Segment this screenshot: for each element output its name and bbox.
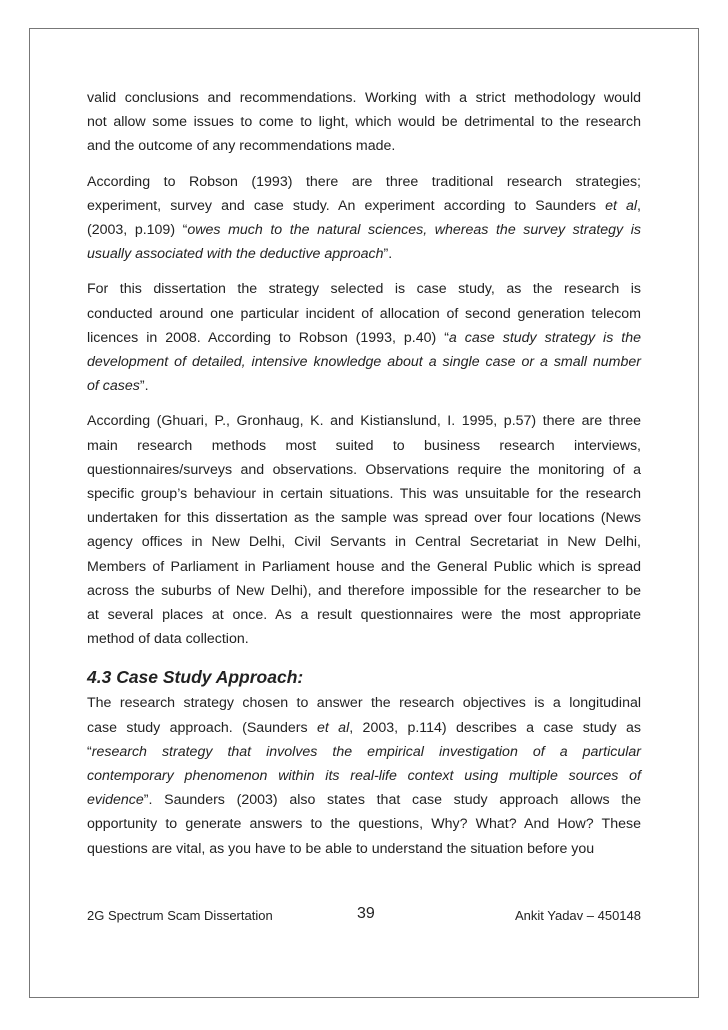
text-run: main research methods most suited to business research interviews, — [87, 437, 641, 454]
text-run: For this dissertation the strategy selected is case study, as the research is — [87, 281, 641, 298]
text-line — [87, 86, 641, 110]
text-line — [87, 530, 641, 554]
text-line — [87, 326, 641, 350]
text-run: specific group’s behaviour in certain situations. This was unsuitable for the research — [87, 486, 641, 503]
text-line — [87, 716, 641, 740]
italic-text: research strategy that involves the empirical investigation of a particular — [91, 743, 641, 760]
italic-text: et al — [316, 719, 350, 736]
text-run: , 2003, p.114) describes a case study as — [349, 719, 641, 736]
text-line — [87, 350, 641, 374]
italic-text: evidence — [87, 792, 144, 809]
text-run: case study approach. (Saunders — [87, 719, 317, 736]
text-run: , — [637, 197, 641, 214]
section-heading: 4.3 Case Study Approach: — [87, 667, 304, 688]
text-run: According (Ghuari, P., Gronhaug, K. and Kistianslund, I. 1995, p.57) there are three — [87, 413, 641, 430]
text-line — [87, 555, 641, 579]
page-footer — [87, 905, 641, 929]
text-run: not allow some issues to come to light, which would be detrimental to the research — [87, 114, 641, 131]
text-run: at several places at once. As a result questionnaires were the most appropriate — [87, 607, 641, 624]
text-line — [87, 194, 641, 218]
text-line — [87, 434, 641, 458]
text-line — [87, 458, 641, 482]
text-run: The research strategy chosen to answer the research objectives is a longitudinal — [87, 695, 641, 712]
text-run: across the suburbs of New Delhi), and therefore impossible for the researcher to be — [87, 582, 641, 599]
italic-text: of cases — [87, 378, 140, 395]
paragraph — [87, 409, 641, 651]
text-line — [87, 218, 641, 242]
text-run: ”. — [383, 246, 393, 263]
italic-text: et al — [605, 197, 638, 214]
text-run: experiment, survey and case study. An experiment according to Saunders — [87, 197, 606, 214]
text-line — [87, 740, 641, 764]
italic-text: a case study strategy is the — [448, 329, 641, 346]
text-line — [87, 764, 641, 788]
text-line — [87, 374, 641, 398]
text-line — [87, 788, 641, 812]
text-line — [87, 170, 641, 194]
paragraph — [87, 170, 641, 267]
text-line — [87, 134, 641, 158]
text-run: questions are vital, as you have to be able to understand the situation before you — [87, 840, 595, 857]
text-line — [87, 812, 641, 836]
text-run: “ — [87, 743, 92, 760]
text-line — [87, 302, 641, 326]
text-run: agency offices in New Delhi, Civil Servants in Central Secretariat in New Delhi, — [87, 534, 641, 551]
text-line — [87, 482, 641, 506]
paragraph — [87, 691, 641, 860]
section-body — [87, 691, 641, 860]
page-number: 39 — [357, 905, 375, 922]
text-run: ”. — [139, 378, 149, 395]
text-run: valid conclusions and recommendations. Working with a strict methodology would — [87, 90, 641, 106]
paragraph — [87, 86, 641, 159]
text-line — [87, 603, 641, 627]
paragraph — [87, 277, 641, 398]
text-run: licences in 2008. According to Robson (1993, p.40) “ — [87, 329, 449, 346]
text-line — [87, 110, 641, 134]
text-run: According to Robson (1993) there are three traditional research strategies; — [87, 173, 641, 190]
document-body — [87, 86, 641, 861]
text-line — [87, 242, 641, 266]
text-run: questionnaires/surveys and observations. Observations require the monitoring of a — [87, 461, 641, 478]
text-line — [87, 506, 641, 530]
text-run: Members of Parliament in Parliament house and the General Public which is spread — [87, 558, 641, 575]
text-line — [87, 409, 641, 433]
text-line — [87, 837, 641, 861]
text-line — [87, 277, 641, 301]
italic-text: development of detailed, intensive knowledge about a single case or a small number — [87, 354, 641, 371]
italic-text: contemporary phenomenon within its real-life context using multiple sources of — [87, 768, 641, 785]
text-line — [87, 691, 641, 715]
footer-author: Ankit Yadav – 450148 — [514, 908, 641, 923]
italic-text: owes much to the natural sciences, whereas the survey strategy is — [187, 222, 641, 239]
text-run: opportunity to generate answers to the questions, Why? What? And How? These — [87, 816, 641, 833]
text-run: (2003, p.109) “ — [87, 222, 188, 239]
text-run: undertaken for this dissertation as the sample was spread over four locations (News — [87, 510, 641, 527]
text-run: method of data collection. — [87, 631, 249, 648]
text-run: ”. Saunders (2003) also states that case study approach allows the — [143, 792, 641, 809]
footer-title: 2G Spectrum Scam Dissertation — [87, 908, 273, 923]
paragraphs — [87, 86, 641, 651]
text-line — [87, 579, 641, 603]
text-run: conducted around one particular incident of allocation of second generation telecom — [87, 305, 641, 322]
italic-text: usually associated with the deductive approach — [87, 246, 384, 263]
text-line — [87, 627, 641, 651]
text-run: and the outcome of any recommendations made. — [87, 138, 396, 155]
